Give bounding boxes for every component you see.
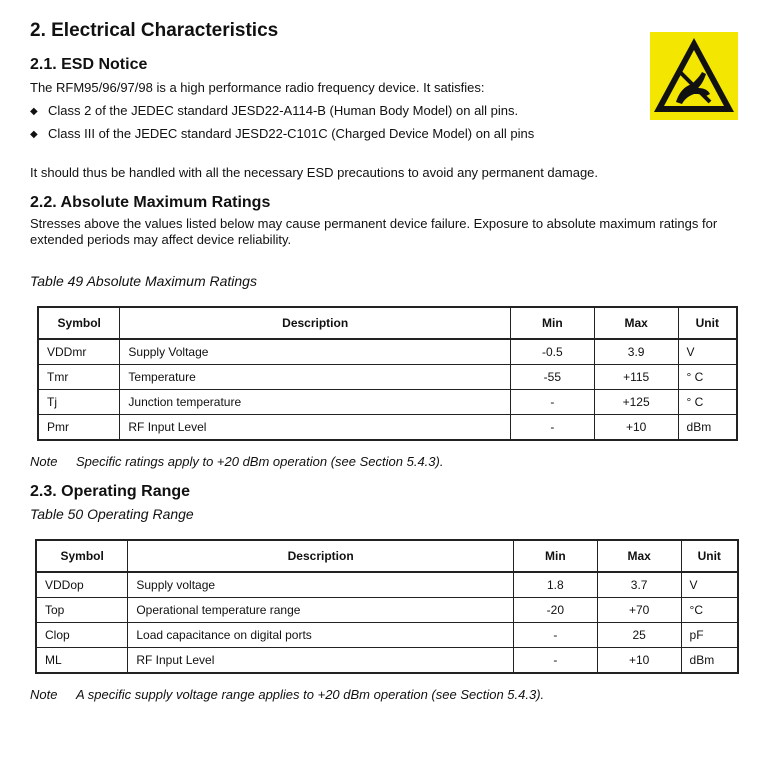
cell-description: RF Input Level <box>120 415 511 441</box>
note-label: Note <box>30 687 58 702</box>
cell-unit: ° C <box>678 365 737 390</box>
cell-symbol: ML <box>36 648 128 674</box>
cell-min: - <box>513 648 597 674</box>
cell-symbol: VDDop <box>36 572 128 598</box>
cell-symbol: Pmr <box>38 415 120 441</box>
note-text: Specific ratings apply to +20 dBm operation (see Section 5.4.3). <box>76 454 444 469</box>
col-header-min: Min <box>510 307 594 339</box>
cell-unit: V <box>681 572 738 598</box>
cell-min: - <box>513 623 597 648</box>
table-row <box>36 598 738 623</box>
cell-min: -0.5 <box>510 339 594 365</box>
cell-max: +70 <box>597 598 681 623</box>
cell-min: -20 <box>513 598 597 623</box>
col-header-unit: Unit <box>681 540 738 572</box>
esd-bullet-text: Class III of the JEDEC standard JESD22-C101C (Charged Device Model) on all pins <box>48 126 535 141</box>
bullet-diamond-icon: ◆ <box>30 129 38 140</box>
table-header-row <box>38 307 737 339</box>
cell-symbol: Tmr <box>38 365 120 390</box>
col-header-min: Min <box>513 540 597 572</box>
abs-max-note <box>30 454 443 469</box>
cell-max: +125 <box>594 390 678 415</box>
op-range-note <box>30 687 544 702</box>
esd-notice-title: 2.1. ESD Notice <box>30 56 148 73</box>
cell-max: +10 <box>594 415 678 441</box>
esd-bullet <box>30 103 518 118</box>
cell-description: Supply voltage <box>128 572 514 598</box>
esd-warning-icon <box>650 32 738 120</box>
cell-unit: dBm <box>681 648 738 674</box>
cell-unit: dBm <box>678 415 737 441</box>
cell-max: +115 <box>594 365 678 390</box>
cell-unit: °C <box>681 598 738 623</box>
op-range-title: 2.3. Operating Range <box>30 483 191 500</box>
col-header-description: Description <box>128 540 514 572</box>
cell-description: RF Input Level <box>128 648 514 674</box>
cell-unit: ° C <box>678 390 737 415</box>
cell-symbol: Top <box>36 598 128 623</box>
abs-max-paragraph: Stresses above the values listed below may cause permanent device failure. Exposure to absolute maximum ratings for extended periods may affect device reliability. <box>30 216 718 247</box>
cell-max: 25 <box>597 623 681 648</box>
table-row <box>38 339 737 365</box>
col-header-symbol: Symbol <box>36 540 128 572</box>
section-heading: 2. Electrical Characteristics <box>30 20 279 41</box>
cell-min: -55 <box>510 365 594 390</box>
cell-description: Temperature <box>120 365 511 390</box>
table-49-caption: Table 49 Absolute Maximum Ratings <box>30 273 257 289</box>
cell-symbol: Clop <box>36 623 128 648</box>
cell-description: Load capacitance on digital ports <box>128 623 514 648</box>
table-row <box>36 572 738 598</box>
cell-symbol: Tj <box>38 390 120 415</box>
cell-symbol: VDDmr <box>38 339 120 365</box>
col-header-unit: Unit <box>678 307 737 339</box>
table-row <box>36 623 738 648</box>
cell-description: Supply Voltage <box>120 339 511 365</box>
col-header-max: Max <box>597 540 681 572</box>
cell-unit: pF <box>681 623 738 648</box>
cell-min: 1.8 <box>513 572 597 598</box>
table-row <box>38 390 737 415</box>
cell-min: - <box>510 415 594 441</box>
col-header-symbol: Symbol <box>38 307 120 339</box>
note-text: A specific supply voltage range applies to +20 dBm operation (see Section 5.4.3). <box>76 687 545 702</box>
cell-max: 3.9 <box>594 339 678 365</box>
cell-unit: V <box>678 339 737 365</box>
table-row <box>38 415 737 441</box>
esd-bullet-text: Class 2 of the JEDEC standard JESD22-A114-B (Human Body Model) on all pins. <box>48 103 519 118</box>
esd-bullet <box>30 126 534 141</box>
table-50-caption: Table 50 Operating Range <box>30 506 194 522</box>
table-header-row <box>36 540 738 572</box>
note-label: Note <box>30 454 58 469</box>
col-header-description: Description <box>120 307 511 339</box>
cell-max: +10 <box>597 648 681 674</box>
col-header-max: Max <box>594 307 678 339</box>
cell-description: Operational temperature range <box>128 598 514 623</box>
bullet-diamond-icon: ◆ <box>30 106 38 117</box>
abs-max-table <box>37 306 738 441</box>
esd-intro: The RFM95/96/97/98 is a high performance radio frequency device. It satisfies: <box>30 80 485 95</box>
abs-max-title: 2.2. Absolute Maximum Ratings <box>30 194 271 211</box>
cell-max: 3.7 <box>597 572 681 598</box>
table-row <box>38 365 737 390</box>
cell-min: - <box>510 390 594 415</box>
cell-description: Junction temperature <box>120 390 511 415</box>
esd-closing: It should thus be handled with all the necessary ESD precautions to avoid any permanent damage. <box>30 165 599 180</box>
op-range-table <box>35 539 739 674</box>
table-row <box>36 648 738 674</box>
